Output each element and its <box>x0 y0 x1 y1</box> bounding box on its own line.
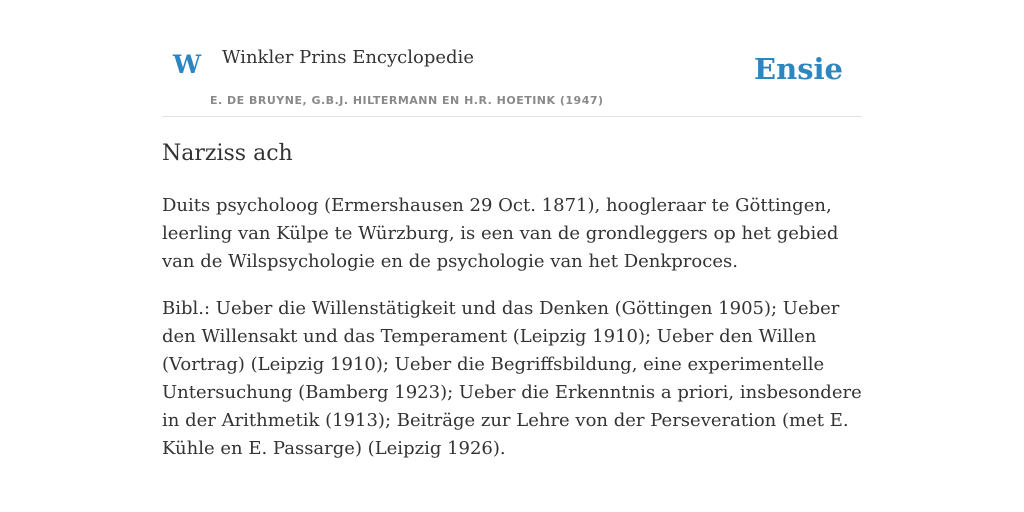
publication-authors: E. DE BRUYNE, G.B.J. HILTERMANN EN H.R. HOETINK (1947) <box>210 94 604 107</box>
entry-bibliography: Bibl.: Ueber die Willenstätigkeit und das Denken (Göttingen 1905); Ueber den Willensakt und das Temperament (Leipzig 1910); Ueber den Willen (Vortrag) (Leipzig 1910); Ueber die Begriffsbildung, eine experimentelle Untersuchung (Bamberg 1923); Ueber die Erkenntnis a priori, insbesondere in der Arithmetik (1913); Beiträge zur Lehre von der Perseveration (met E. Kühle en E. Passarge) (Leipzig 1926). <box>162 298 862 459</box>
publication-logo-icon[interactable]: W <box>173 50 202 79</box>
ensie-logo[interactable]: Ensie <box>754 52 843 86</box>
page <box>162 0 862 512</box>
publication-title[interactable]: Winkler Prins Encyclopedie <box>222 47 474 68</box>
entry-description: Duits psycholoog (Ermershausen 29 Oct. 1871), hoogleraar te Göttingen, leerling van Külpe te Würzburg, is een van de grondleggers op het gebied van de Wilspsychologie en de psychologie van het Denkproces. <box>162 195 839 272</box>
publication-header <box>162 0 862 117</box>
entry-title: Narziss ach <box>162 141 293 166</box>
